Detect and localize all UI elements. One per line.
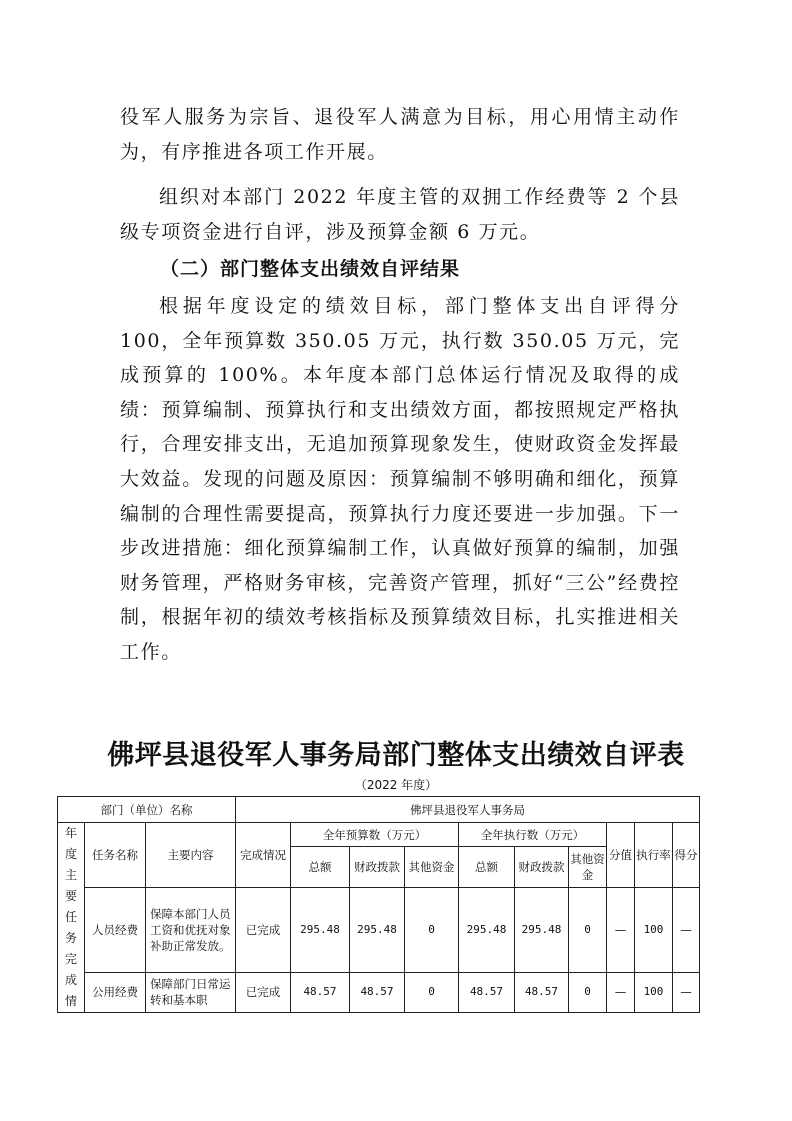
dept-name-value: 佛坪县退役军人事务局 bbox=[236, 797, 700, 823]
section-heading: （二）部门整体支出绩效自评结果 bbox=[160, 258, 461, 280]
row-exec-other: 0 bbox=[569, 887, 607, 972]
header-budget-other: 其他资金 bbox=[405, 847, 459, 887]
header-exec-other: 其他资金 bbox=[569, 847, 607, 887]
row-task: 公用经费 bbox=[85, 972, 146, 1012]
header-budget-fiscal: 财政拨款 bbox=[350, 847, 405, 887]
row-budget-other: 0 bbox=[405, 972, 459, 1012]
evaluation-table bbox=[57, 796, 700, 1013]
row-task: 人员经费 bbox=[85, 887, 146, 972]
header-score-value: 分值 bbox=[607, 823, 635, 888]
header-budget-total: 总额 bbox=[291, 847, 350, 887]
header-exec: 全年执行数（万元） bbox=[459, 823, 607, 847]
row-content: 保障本部门人员工资和优抚对象补助正常发放。 bbox=[146, 887, 236, 972]
row-status: 已完成 bbox=[236, 887, 291, 972]
row-budget-fiscal: 295.48 bbox=[350, 887, 405, 972]
row-score: — bbox=[673, 887, 700, 972]
side-label-cell bbox=[58, 823, 85, 1013]
row-score-value: — bbox=[607, 972, 635, 1012]
row-exec-total: 48.57 bbox=[459, 972, 515, 1012]
row-budget-total: 295.48 bbox=[291, 887, 350, 972]
side-label: 年度主要任务完成情 bbox=[65, 826, 78, 1008]
row-exec-rate: 100 bbox=[635, 887, 673, 972]
paragraph-results: 根据年度设定的绩效目标，部门整体支出自评得分 100，全年预算数 350.05 万元，执行数 350.05 万元，完成预算的 100%。本年度本部门总体运行情况及取得的成绩：预算编制、预算执行和支出绩效方面，都按照规定严格执行，合理安排支出，无追加预算现象发生，使财政资金发挥最大效益。发现的问题及原因：预算编制不够明确和细化，预算编制的合理性需要提高，预算执行力度还要进一步加强。下一步改进措施：细化预算编制工作，认真做好预算的编制，加强财务管理，严格财务审核，完善资产管理，抓好“三公”经费控制，根据年初的绩效考核指标及预算绩效目标，扎实推进相关工作。 bbox=[120, 295, 680, 663]
row-budget-fiscal: 48.57 bbox=[350, 972, 405, 1012]
header-score: 得分 bbox=[673, 823, 700, 888]
header-exec-fiscal: 财政拨款 bbox=[515, 847, 569, 887]
row-content: 保障部门日常运转和基本职 bbox=[146, 972, 236, 1012]
table-year: （2022 年度） bbox=[354, 778, 438, 792]
table-title: 佛坪县退役军人事务局部门整体支出绩效自评表 bbox=[107, 740, 685, 771]
paragraph-special-funds: 组织对本部门 2022 年度主管的双拥工作经费等 2 个县级专项资金进行自评，涉及预算金额 6 万元。 bbox=[120, 186, 680, 243]
row-score: — bbox=[673, 972, 700, 1012]
row-exec-fiscal: 295.48 bbox=[515, 887, 569, 972]
row-exec-other: 0 bbox=[569, 972, 607, 1012]
table-row bbox=[58, 887, 700, 972]
row-budget-other: 0 bbox=[405, 887, 459, 972]
row-exec-fiscal: 48.57 bbox=[515, 972, 569, 1012]
row-exec-total: 295.48 bbox=[459, 887, 515, 972]
row-status: 已完成 bbox=[236, 972, 291, 1012]
row-score-value: — bbox=[607, 887, 635, 972]
dept-name-label: 部门（单位）名称 bbox=[58, 797, 236, 823]
header-task: 任务名称 bbox=[85, 823, 146, 888]
header-content: 主要内容 bbox=[146, 823, 236, 888]
header-exec-rate: 执行率 bbox=[635, 823, 673, 888]
table-row bbox=[58, 972, 700, 1012]
header-status: 完成情况 bbox=[236, 823, 291, 888]
row-exec-rate: 100 bbox=[635, 972, 673, 1012]
header-exec-total: 总额 bbox=[459, 847, 515, 887]
row-budget-total: 48.57 bbox=[291, 972, 350, 1012]
paragraph-intro: 役军人服务为宗旨、退役军人满意为目标，用心用情主动作为，有序推进各项工作开展。 bbox=[120, 106, 680, 163]
header-budget: 全年预算数（万元） bbox=[291, 823, 459, 847]
